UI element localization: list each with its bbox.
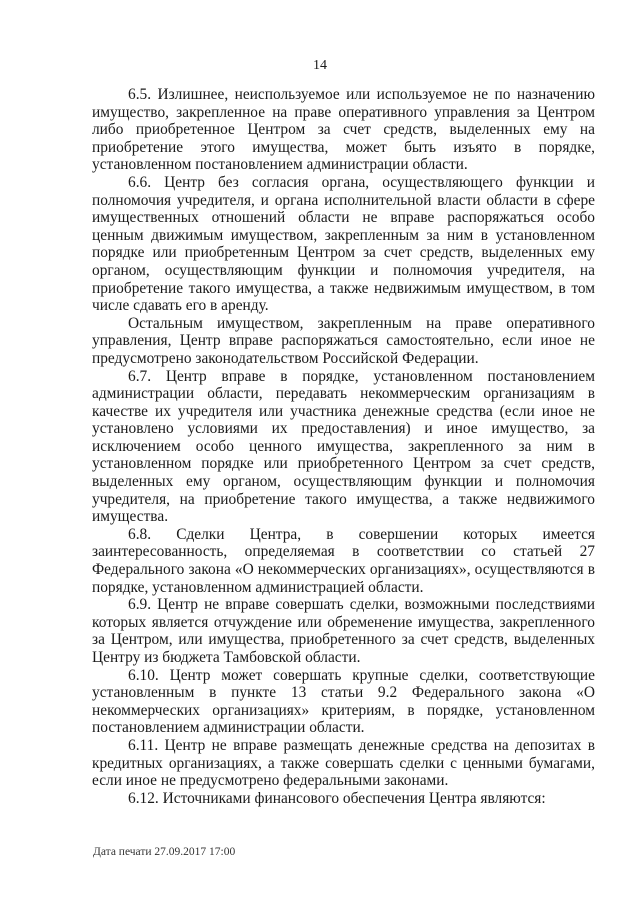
paragraph-6-9: 6.9. Центр не вправе совершать сделки, возможными последствиями которых является отчуждение или обременение имущества, закрепленного за Центром, или имущества, приобретенного за счет средств, выделенных Центру из бюджета Тамбовской области. (92, 596, 595, 666)
paragraph-6-6: 6.6. Центр без согласия органа, осуществляющего функции и полномочия учредителя, и органа исполнительной власти области в сфере имущественных отношений области не вправе распоряжаться особо ценным движимым имуществом, закрепленным за ним в установленном порядке или приобретенным Центром за счет средств, выделенных ему органом, осуществляющим функции и полномочия учредителя, на приобретение такого имущества, а также недвижимым имуществом, в том числе сдавать его в аренду. (92, 173, 595, 315)
paragraph-6-12: 6.12. Источниками финансового обеспечения Центра являются: (128, 789, 546, 807)
paragraph-6-6-continued: Остальным имуществом, закрепленным на праве оперативного управления, Центр вправе распоряжаться самостоятельно, если иное не предусмотрено законодательством Российской Федерации. (92, 314, 595, 367)
paragraph-6-7: 6.7. Центр вправе в порядке, установленном постановлением администрации области, передавать некоммерческим организациям в качестве их учредителя или участника денежные средства (если иное не установлено условиями их предоставления) и иное имущество, за исключением особо ценного имущества, закрепленного за ним в установленном порядке или приобретенного Центром за счет средств, выделенных ему органом, осуществляющим функции и полномочия учредителя, на приобретение такого имущества, а также недвижимого имущества. (92, 367, 595, 526)
page-number: 14 (313, 58, 327, 73)
paragraph-6-11: 6.11. Центр не вправе размещать денежные средства на депозитах в кредитных организациях, а также совершать сделки с ценными бумагами, если иное не предусмотрено федеральными законами. (92, 736, 595, 790)
paragraph-6-8: 6.8. Сделки Центра, в совершении которых имеется заинтересованность, определяемая в соответствии со статьей 27 Федерального закона «О некоммерческих организациях», осуществляются в порядке, установленном администрацией области. (92, 525, 595, 596)
paragraph-6-10: 6.10. Центр может совершать крупные сделки, соответствующие установленным в пункте 13 статьи 9.2 Федерального закона «О некоммерческих организациях» критериям, в порядке, установленном постановлением администрации области. (92, 666, 595, 737)
print-date-footer: Дата печати 27.09.2017 17:00 (93, 846, 236, 858)
paragraph-6-5: 6.5. Излишнее, неиспользуемое или используемое не по назначению имущество, закрепленное на праве оперативного управления за Центром либо приобретенное Центром за счет средств, выделенных ему на приобретение этого имущества, может быть изъято в порядке, установленном постановлением администрации области. (92, 86, 595, 174)
document-body (92, 86, 595, 807)
